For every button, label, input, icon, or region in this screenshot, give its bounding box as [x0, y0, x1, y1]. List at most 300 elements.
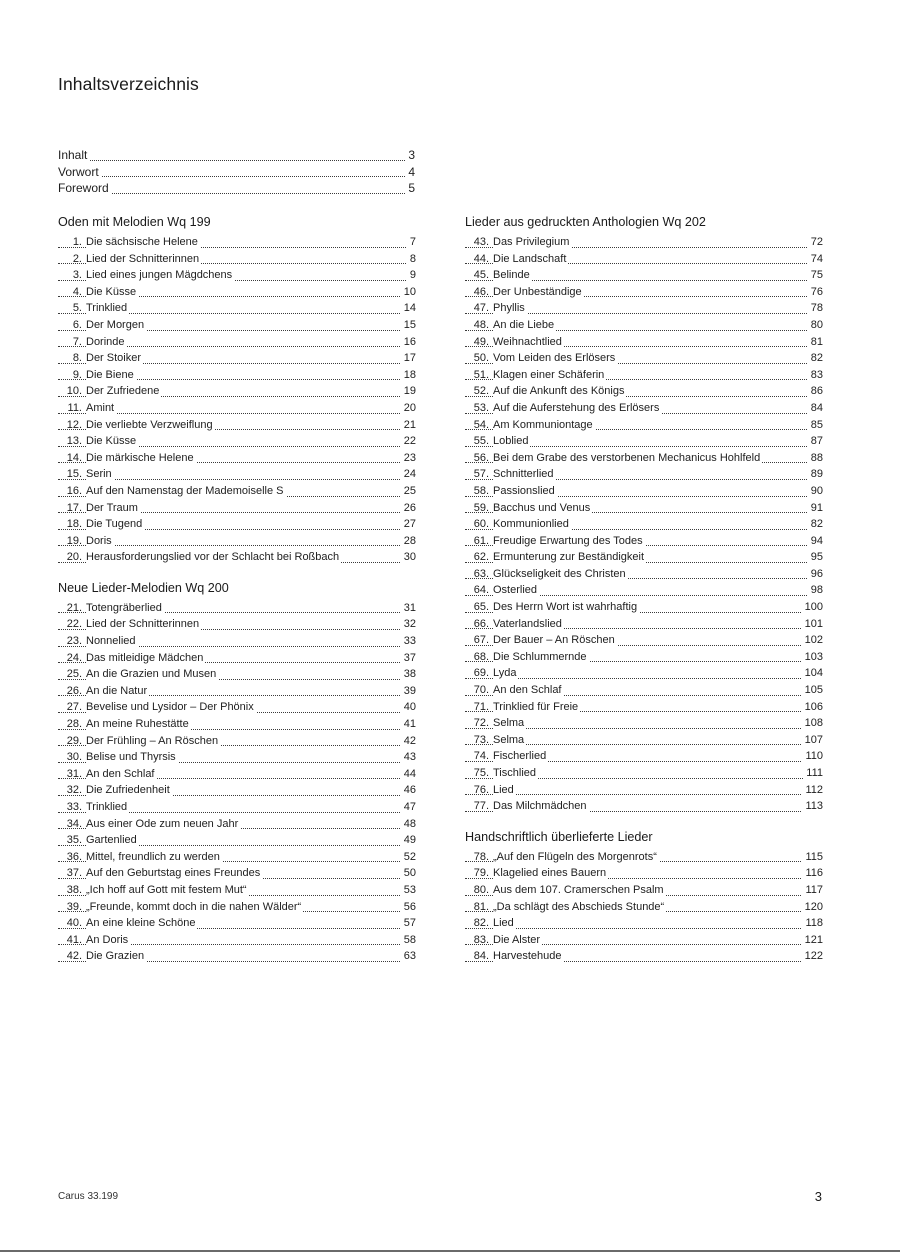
entry-page: 18: [401, 367, 416, 384]
entry-page: 30: [401, 549, 416, 566]
toc-entry[interactable]: [58, 334, 416, 351]
toc-entry[interactable]: [465, 782, 823, 799]
toc-entry[interactable]: [465, 632, 823, 649]
entry-title: Totengräberlied: [86, 601, 162, 614]
entry-title: Lied: [493, 917, 514, 930]
entry-page: 20: [401, 400, 416, 417]
entry-number: 19.: [66, 534, 82, 547]
toc-entry[interactable]: [58, 317, 416, 334]
entry-number: 11.: [67, 401, 82, 414]
toc-entry[interactable]: [465, 383, 823, 400]
entry-number: 28.: [66, 718, 82, 731]
toc-entry[interactable]: [465, 682, 823, 699]
toc-entry[interactable]: [465, 649, 823, 666]
entry-title: Gartenlied: [86, 834, 137, 847]
toc-entry[interactable]: [465, 350, 823, 367]
toc-entry[interactable]: [465, 500, 823, 517]
entry-page: 98: [808, 582, 823, 599]
entry-page: 115: [802, 849, 823, 866]
toc-entry[interactable]: [465, 516, 823, 533]
entry-number: 12.: [66, 418, 82, 431]
entry-number: 34.: [66, 817, 82, 830]
entry-page: 32: [401, 616, 416, 633]
entry-page: 110: [802, 748, 823, 765]
toc-entry[interactable]: [58, 633, 416, 650]
entry-title: Passionslied: [493, 484, 555, 497]
toc-entry[interactable]: [465, 450, 823, 467]
toc-entry[interactable]: [58, 733, 416, 750]
entry-title: An die Liebe: [493, 318, 555, 331]
entry-title: Vorwort: [58, 164, 99, 179]
toc-entry[interactable]: [465, 798, 823, 815]
entry-number: 62.: [473, 551, 489, 564]
entry-number: 30.: [66, 751, 82, 764]
toc-entry[interactable]: [58, 766, 416, 783]
entry-page: 43: [401, 749, 416, 766]
page-title: Inhaltsverzeichnis: [58, 74, 199, 94]
section-entries: [58, 234, 416, 566]
entry-number: 39.: [66, 900, 82, 913]
toc-entry[interactable]: [465, 948, 823, 965]
entry-title: Die Zufriedenheit: [86, 784, 170, 797]
toc-entry[interactable]: [465, 251, 823, 268]
entry-title: Kommunionlied: [493, 518, 569, 531]
entry-number: 73.: [473, 733, 489, 746]
entry-number: 70.: [473, 684, 489, 697]
entry-page: 82: [808, 350, 823, 367]
entry-title: Lyda: [493, 667, 517, 680]
entry-title: Foreword: [58, 181, 109, 195]
entry-number: 6.: [72, 318, 82, 331]
section-entries: [465, 234, 823, 815]
toc-entry[interactable]: [465, 616, 823, 633]
entry-title: Harvestehude: [493, 950, 562, 963]
toc-entry[interactable]: [465, 882, 823, 899]
entry-number: 77.: [473, 800, 489, 813]
entry-page: 107: [802, 732, 823, 749]
entry-number: 10.: [66, 385, 82, 398]
section-heading: Neue Lieder-Melodien Wq 200: [58, 580, 229, 595]
toc-section: [58, 213, 416, 566]
entry-page: 112: [802, 782, 823, 799]
toc-entry[interactable]: [58, 251, 416, 268]
toc-entry[interactable]: [465, 300, 823, 317]
toc-entry[interactable]: [58, 466, 416, 483]
toc-entry[interactable]: [58, 300, 416, 317]
toc-entry[interactable]: [465, 433, 823, 450]
entry-page: 100: [802, 599, 823, 616]
toc-entry-front[interactable]: [58, 147, 415, 164]
toc-entry[interactable]: [58, 417, 416, 434]
entry-number: 44.: [473, 252, 489, 265]
entry-page: 28: [401, 533, 416, 550]
entry-title: Trinklied: [86, 801, 128, 813]
entry-page: 38: [401, 666, 416, 683]
entry-page: 87: [808, 433, 823, 450]
toc-entry[interactable]: [465, 899, 823, 916]
entry-title: Tischlied: [493, 767, 536, 779]
entry-number: 8.: [72, 352, 82, 365]
entry-title: Lied eines jungen Mägdchens: [86, 269, 233, 282]
entry-number: 26.: [66, 684, 82, 697]
entry-number: 2.: [72, 252, 82, 265]
entry-title: Glückseligkeit des Christen: [493, 567, 626, 580]
toc-entry[interactable]: [465, 400, 823, 417]
toc-entry[interactable]: [58, 716, 416, 733]
entry-page: 10: [401, 284, 416, 301]
toc-entry[interactable]: [58, 749, 416, 766]
entry-page: 96: [808, 566, 823, 583]
entry-number: 66.: [473, 617, 489, 630]
entry-number: 45.: [473, 269, 489, 282]
entry-page: 94: [808, 533, 823, 550]
entry-number: 43.: [473, 236, 489, 248]
toc-entry[interactable]: [58, 666, 416, 683]
toc-entry[interactable]: [58, 350, 416, 367]
entry-number: 36.: [66, 850, 82, 863]
toc-entry[interactable]: [58, 865, 416, 882]
toc-entry[interactable]: [58, 699, 416, 716]
toc-entry[interactable]: [465, 549, 823, 566]
toc-entry[interactable]: [465, 466, 823, 483]
entry-title: Der Stoiker: [86, 352, 142, 365]
leader-dots: [58, 176, 415, 177]
entry-page: 75: [808, 267, 823, 284]
entry-title: Bacchus und Venus: [493, 501, 591, 514]
toc-entry[interactable]: [465, 932, 823, 949]
entry-number: 84.: [473, 950, 489, 963]
entry-number: 59.: [473, 501, 489, 514]
toc-entry[interactable]: [465, 267, 823, 284]
entry-title: Am Kommuniontage: [493, 418, 593, 431]
entry-page: 56: [401, 899, 416, 916]
toc-entry[interactable]: [58, 483, 416, 500]
entry-number: 38.: [66, 883, 82, 896]
entry-title: „Da schlägt des Abschieds Stunde“: [493, 900, 665, 913]
entry-title: Die Landschaft: [493, 252, 567, 265]
toc-entry[interactable]: [465, 582, 823, 599]
entry-title: An die Grazien und Musen: [86, 668, 217, 681]
entry-title: Die Biene: [86, 368, 134, 381]
toc-entry[interactable]: [58, 234, 416, 251]
entry-title: Der Bauer – An Röschen: [493, 634, 615, 647]
toc-entry[interactable]: [58, 683, 416, 700]
toc-column-left: [58, 213, 416, 965]
toc-section: [465, 828, 823, 965]
toc-entry[interactable]: [58, 816, 416, 833]
toc-entry[interactable]: [58, 915, 416, 932]
entry-title: Die Grazien: [86, 950, 145, 963]
entry-title: Aus einer Ode zum neuen Jahr: [86, 817, 239, 830]
entry-number: 81.: [473, 900, 489, 913]
entry-number: 20.: [66, 551, 82, 564]
entry-page: 102: [802, 632, 823, 649]
entry-page: 116: [802, 865, 823, 882]
entry-page: 52: [401, 849, 416, 866]
toc-entry[interactable]: [465, 317, 823, 334]
entry-page: 19: [401, 383, 416, 400]
entry-page: 118: [802, 915, 823, 932]
entry-title: „Auf den Flügeln des Morgenrots“: [493, 850, 657, 863]
entry-number: 64.: [473, 584, 489, 597]
entry-number: 82.: [473, 917, 489, 930]
toc-entry[interactable]: [465, 234, 823, 251]
entry-page: 17: [401, 350, 416, 367]
leader-dots: [58, 193, 415, 194]
entry-page: 121: [802, 932, 823, 949]
entry-page: 88: [808, 450, 823, 467]
toc-entry[interactable]: [58, 450, 416, 467]
toc-entry[interactable]: [58, 383, 416, 400]
entry-title: Mittel, freundlich zu werden: [86, 850, 220, 863]
entry-number: 78.: [473, 850, 489, 863]
entry-number: 56.: [473, 451, 489, 464]
entry-title: Weihnachtlied: [493, 335, 562, 348]
entry-title: Belinde: [493, 269, 530, 282]
entry-page: 63: [401, 948, 416, 965]
entry-page: 5: [405, 180, 415, 197]
publisher-reference: Carus 33.199: [58, 1191, 119, 1202]
entry-number: 25.: [66, 668, 82, 681]
entry-title: Die Tugend: [86, 518, 143, 531]
entry-page: 81: [808, 334, 823, 351]
entry-title: Auf die Ankunft des Königs: [493, 385, 625, 398]
entry-number: 31.: [66, 767, 82, 780]
toc-entry[interactable]: [58, 533, 416, 550]
entry-number: 1.: [72, 236, 82, 248]
toc-entry[interactable]: [465, 533, 823, 550]
toc-entry[interactable]: [58, 400, 416, 417]
entry-title: Phyllis: [493, 302, 525, 315]
toc-entry[interactable]: [58, 782, 416, 799]
toc-entry[interactable]: [58, 849, 416, 866]
entry-number: 15.: [66, 468, 82, 481]
toc-entry[interactable]: [58, 433, 416, 450]
entry-title: An die Natur: [86, 684, 148, 697]
entry-page: 85: [808, 417, 823, 434]
entry-page: 106: [802, 699, 823, 716]
entry-number: 79.: [473, 867, 489, 880]
toc-entry[interactable]: [58, 948, 416, 965]
entry-title: Freudige Erwartung des Todes: [493, 534, 643, 547]
entry-page: 49: [401, 832, 416, 849]
entry-page: 9: [407, 267, 416, 284]
entry-title: Der Zufriedene: [86, 385, 160, 398]
entry-number: 83.: [473, 933, 489, 946]
toc-entry[interactable]: [58, 650, 416, 667]
entry-page: 105: [802, 682, 823, 699]
entry-number: 42.: [66, 950, 82, 963]
entry-number: 17.: [66, 501, 82, 514]
entry-title: Der Frühling – An Röschen: [86, 734, 219, 747]
toc-entry[interactable]: [58, 549, 416, 566]
entry-page: 53: [401, 882, 416, 899]
entry-page: 21: [401, 417, 416, 434]
entry-page: 27: [401, 516, 416, 533]
entry-title: Nonnelied: [86, 635, 136, 648]
entry-number: 24.: [66, 651, 82, 664]
entry-page: 16: [401, 334, 416, 351]
toc-entry[interactable]: [58, 832, 416, 849]
toc-entry[interactable]: [58, 516, 416, 533]
entry-page: 33: [401, 633, 416, 650]
entry-number: 74.: [473, 750, 489, 763]
toc-entry-front[interactable]: [58, 164, 415, 181]
toc-entry[interactable]: [58, 600, 416, 617]
entry-page: 117: [802, 882, 823, 899]
toc-entry[interactable]: [465, 417, 823, 434]
entry-page: 90: [808, 483, 823, 500]
toc-entry[interactable]: [465, 748, 823, 765]
toc-entry[interactable]: [58, 367, 416, 384]
section-entries: [58, 600, 416, 965]
toc-entry-front[interactable]: [58, 180, 415, 197]
toc-section: [58, 579, 416, 965]
entry-title: Die märkische Helene: [86, 451, 194, 464]
entry-number: 27.: [66, 701, 82, 714]
leader-dots: [465, 678, 823, 679]
entry-title: Dorinde: [86, 335, 125, 348]
entry-page: 84: [808, 400, 823, 417]
entry-title: Inhalt: [58, 148, 88, 162]
entry-page: 86: [808, 383, 823, 400]
toc-entry[interactable]: [465, 599, 823, 616]
entry-title: Serin: [86, 468, 112, 481]
toc-entry[interactable]: [58, 284, 416, 301]
toc-entry[interactable]: [465, 865, 823, 882]
entry-page: 82: [808, 516, 823, 533]
entry-number: 21.: [66, 601, 82, 614]
toc-entry[interactable]: [465, 699, 823, 716]
entry-page: 15: [401, 317, 416, 334]
entry-number: 5.: [72, 302, 82, 315]
entry-title: Lied der Schnitterinnen: [86, 252, 200, 265]
entry-title: Schnitterlied: [493, 468, 554, 481]
entry-page: 89: [808, 466, 823, 483]
toc-entry[interactable]: [465, 915, 823, 932]
entry-number: 58.: [473, 484, 489, 497]
entry-number: 37.: [66, 867, 82, 880]
entry-title: Lied: [493, 783, 514, 796]
entry-page: 23: [401, 450, 416, 467]
toc-entry[interactable]: [465, 765, 823, 782]
entry-title: Herausforderungslied vor der Schlacht bei Roßbach: [86, 551, 340, 564]
entry-number: 61.: [473, 534, 489, 547]
toc-entry[interactable]: [58, 267, 416, 284]
entry-page: 72: [808, 234, 823, 251]
entry-title: Trinklied: [86, 302, 128, 315]
entry-page: 101: [802, 616, 823, 633]
entry-number: 22.: [66, 618, 82, 631]
entry-title: Lied der Schnitterinnen: [86, 618, 200, 631]
entry-title: Ermunterung zur Beständigkeit: [493, 551, 645, 564]
entry-number: 75.: [473, 767, 489, 779]
entry-number: 23.: [66, 635, 82, 648]
entry-number: 50.: [473, 352, 489, 365]
entry-page: 50: [401, 865, 416, 882]
entry-number: 33.: [66, 801, 82, 813]
toc-entry[interactable]: [465, 367, 823, 384]
entry-title: Bevelise und Lysidor – Der Phönix: [86, 701, 254, 714]
entry-page: 48: [401, 816, 416, 833]
entry-page: 58: [401, 932, 416, 949]
toc-entry[interactable]: [465, 849, 823, 866]
section-heading: Handschriftlich überlieferte Lieder: [465, 829, 653, 844]
entry-page: 74: [808, 251, 823, 268]
entry-title: An den Schlaf: [493, 684, 562, 697]
entry-number: 41.: [66, 933, 82, 946]
entry-page: 111: [803, 765, 823, 782]
entry-title: Selma: [493, 733, 525, 746]
entry-title: Das mitleidige Mädchen: [86, 651, 204, 664]
toc-entry[interactable]: [58, 882, 416, 899]
entry-title: Vom Leiden des Erlösers: [493, 352, 616, 365]
entry-page: 108: [802, 715, 823, 732]
entry-number: 29.: [66, 734, 82, 747]
toc-entry[interactable]: [58, 899, 416, 916]
toc-entry[interactable]: [465, 284, 823, 301]
entry-title: „Freunde, kommt doch in die nahen Wälder“: [86, 900, 302, 913]
entry-page: 104: [802, 665, 823, 682]
toc-entry[interactable]: [465, 566, 823, 583]
entry-number: 71.: [473, 700, 489, 713]
toc-entry[interactable]: [58, 799, 416, 816]
entry-title: Des Herrn Wort ist wahrhaftig: [493, 601, 638, 614]
entry-page: 26: [401, 500, 416, 517]
toc-entry[interactable]: [465, 715, 823, 732]
entry-title: Der Unbeständige: [493, 285, 582, 298]
toc-entry[interactable]: [58, 932, 416, 949]
entry-title: Fischerlied: [493, 750, 547, 763]
toc-entry[interactable]: [465, 483, 823, 500]
entry-page: 83: [808, 367, 823, 384]
entry-number: 13.: [66, 435, 82, 448]
entry-title: Die Schlummernde: [493, 650, 587, 663]
entry-title: An eine kleine Schöne: [86, 917, 196, 930]
entry-page: 22: [401, 433, 416, 450]
entry-number: 32.: [66, 784, 82, 797]
toc-entry[interactable]: [58, 500, 416, 517]
toc-entry[interactable]: [465, 334, 823, 351]
entry-title: An Doris: [86, 933, 129, 946]
entry-page: 46: [401, 782, 416, 799]
entry-number: 9.: [72, 368, 82, 381]
entry-title: Klagelied eines Bauern: [493, 867, 607, 880]
toc-entry[interactable]: [465, 665, 823, 682]
leader-dots: [58, 160, 415, 161]
entry-page: 47: [401, 799, 416, 816]
toc-entry[interactable]: [58, 616, 416, 633]
entry-page: 80: [808, 317, 823, 334]
entry-page: 40: [401, 699, 416, 716]
entry-number: 49.: [473, 335, 489, 348]
entry-title: Die Alster: [493, 933, 541, 946]
entry-page: 7: [407, 234, 416, 251]
leader-dots: [465, 794, 823, 795]
entry-title: Die verliebte Verzweiflung: [86, 418, 213, 431]
entry-title: Osterlied: [493, 584, 538, 597]
entry-title: Das Milchmädchen: [493, 800, 587, 813]
entry-title: Der Traum: [86, 501, 138, 514]
entry-title: Klagen einer Schäferin: [493, 368, 605, 381]
entry-number: 51.: [473, 368, 489, 381]
entry-title: Auf den Namenstag der Mademoiselle S: [86, 484, 284, 497]
section-heading: Oden mit Melodien Wq 199: [58, 215, 211, 229]
entry-title: Die Küsse: [86, 435, 137, 448]
entry-page: 57: [401, 915, 416, 932]
entry-page: 14: [401, 300, 416, 317]
toc-entry[interactable]: [465, 732, 823, 749]
